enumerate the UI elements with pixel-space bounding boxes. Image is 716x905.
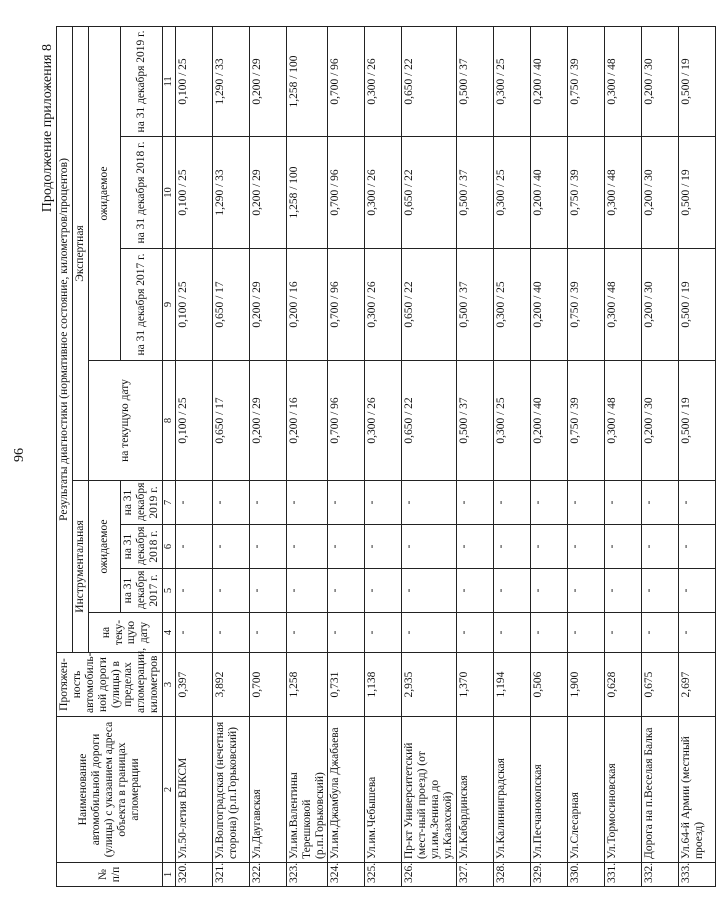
expert-current: 0,650 / 17 [212, 361, 249, 481]
instr-2018: - [175, 525, 212, 569]
expert-2019: 0,200 / 30 [641, 26, 678, 136]
road-name: Дорога на п.Веселая Балка [641, 717, 678, 863]
expert-2019: 0,300 / 26 [365, 26, 402, 136]
instr-current: - [641, 613, 678, 653]
header-name: Наименование автомобильной дороги (улицы) с указанием адреса объекта в границах агломерации [57, 717, 163, 863]
row-number: 322. [249, 863, 286, 887]
row-number: 332. [641, 863, 678, 887]
table-row [641, 26, 678, 886]
row-number: 324. [328, 863, 365, 887]
instr-current: - [175, 613, 212, 653]
expert-2019: 0,700 / 96 [328, 26, 365, 136]
expert-2017: 0,200 / 16 [286, 249, 328, 361]
road-length: 2,935 [402, 653, 457, 717]
expert-current: 0,650 / 22 [402, 361, 457, 481]
instr-2018: - [328, 525, 365, 569]
instr-2017: - [530, 569, 567, 613]
instr-2017: - [641, 569, 678, 613]
expert-2018: 0,200 / 40 [530, 137, 567, 249]
road-length: 1,194 [493, 653, 530, 717]
road-length: 0,628 [604, 653, 641, 717]
expert-2019: 0,200 / 29 [249, 26, 286, 136]
expert-2018: 0,100 / 25 [175, 137, 212, 249]
row-number: 333. [678, 863, 715, 887]
header-expert-current: на текущую дату [88, 361, 162, 481]
expert-2018: 0,750 / 39 [567, 137, 604, 249]
instr-2018: - [604, 525, 641, 569]
table-row [567, 26, 604, 886]
instr-2018: - [530, 525, 567, 569]
row-number: 328. [493, 863, 530, 887]
col-number: 7 [163, 481, 176, 525]
expert-current: 0,100 / 25 [175, 361, 212, 481]
expert-current: 0,700 / 96 [328, 361, 365, 481]
road-length: 0,506 [530, 653, 567, 717]
header-instr-2018: на 31 декабря 2018 г. [121, 525, 163, 569]
header-instr-2017: на 31 декабря 2017 г. [121, 569, 163, 613]
expert-2017: 0,200 / 40 [530, 249, 567, 361]
header-instr-2019: на 31 декабря 2019 г. [121, 481, 163, 525]
expert-2017: 0,200 / 30 [641, 249, 678, 361]
road-length: 0,700 [249, 653, 286, 717]
road-name: Ул.Слесарная [567, 717, 604, 863]
instr-2017: - [456, 569, 493, 613]
expert-current: 0,200 / 29 [249, 361, 286, 481]
expert-2019: 0,100 / 25 [175, 26, 212, 136]
table-row [365, 26, 402, 886]
instr-2019: - [365, 481, 402, 525]
road-name: Ул.Тормосиновская [604, 717, 641, 863]
table-row [530, 26, 567, 886]
road-name: Ул.Калининградская [493, 717, 530, 863]
col-number: 2 [163, 717, 176, 863]
table-row [604, 26, 641, 886]
instr-2017: - [175, 569, 212, 613]
expert-2019: 0,500 / 19 [678, 26, 715, 136]
road-name: Ул.Волгоградская (нечетная сторона) (р.п.Горьковский) [212, 717, 249, 863]
expert-2019: 0,300 / 48 [604, 26, 641, 136]
road-length: 1,900 [567, 653, 604, 717]
table-row [493, 26, 530, 886]
row-number: 326. [402, 863, 457, 887]
expert-2017: 0,650 / 17 [212, 249, 249, 361]
instr-2019: - [175, 481, 212, 525]
col-number: 9 [163, 249, 176, 361]
expert-current: 0,300 / 25 [493, 361, 530, 481]
page-number: 96 [12, 448, 27, 462]
instr-2018: - [456, 525, 493, 569]
expert-2019: 0,200 / 40 [530, 26, 567, 136]
instr-2017: - [249, 569, 286, 613]
header-expert-2018: на 31 декабря 2018 г. [121, 137, 163, 249]
instr-2017: - [493, 569, 530, 613]
expert-2019: 0,750 / 39 [567, 26, 604, 136]
road-length: 2,697 [678, 653, 715, 717]
table-row [678, 26, 715, 886]
instr-current: - [456, 613, 493, 653]
instr-current: - [212, 613, 249, 653]
row-number: 329. [530, 863, 567, 887]
expert-2018: 0,300 / 26 [365, 137, 402, 249]
header-instrumental: Инструментальная [72, 481, 88, 653]
row-number: 323. [286, 863, 328, 887]
expert-2017: 0,100 / 25 [175, 249, 212, 361]
road-length: 1,138 [365, 653, 402, 717]
expert-2018: 0,200 / 29 [249, 137, 286, 249]
col-number: 1 [163, 863, 176, 887]
instr-current: - [530, 613, 567, 653]
expert-2018: 0,200 / 30 [641, 137, 678, 249]
expert-2018: 0,650 / 22 [402, 137, 457, 249]
instr-2018: - [212, 525, 249, 569]
instr-2018: - [402, 525, 457, 569]
expert-2018: 0,500 / 37 [456, 137, 493, 249]
expert-2017: 0,300 / 26 [365, 249, 402, 361]
col-number: 8 [163, 361, 176, 481]
expert-2017: 0,750 / 39 [567, 249, 604, 361]
instr-2018: - [365, 525, 402, 569]
instr-2017: - [328, 569, 365, 613]
road-name: Ул.Кабардинская [456, 717, 493, 863]
road-name: Пр-кт Университетский (мест-ный проезд) (от ул.им.Зенина до ул.Казахской) [402, 717, 457, 863]
instr-current: - [604, 613, 641, 653]
instr-2017: - [286, 569, 328, 613]
expert-2017: 0,500 / 19 [678, 249, 715, 361]
instr-2017: - [212, 569, 249, 613]
col-number: 11 [163, 26, 176, 136]
table-row [402, 26, 457, 886]
table-row [286, 26, 328, 886]
road-name: Ул.64-й Армии (местный проезд) [678, 717, 715, 863]
instr-2018: - [493, 525, 530, 569]
instr-current: - [678, 613, 715, 653]
instr-2018: - [249, 525, 286, 569]
instr-current: - [567, 613, 604, 653]
expert-2018: 0,300 / 48 [604, 137, 641, 249]
expert-2017: 0,200 / 29 [249, 249, 286, 361]
col-number: 5 [163, 569, 176, 613]
expert-2017: 0,300 / 25 [493, 249, 530, 361]
instr-2017: - [604, 569, 641, 613]
table-body [175, 26, 715, 886]
header-instr-expected: ожидаемое [88, 481, 121, 613]
row-number: 320. [175, 863, 212, 887]
instr-2019: - [641, 481, 678, 525]
expert-current: 0,200 / 30 [641, 361, 678, 481]
row-number: 331. [604, 863, 641, 887]
table-row [328, 26, 365, 886]
road-name: Ул.им.Джамбула Джабаева [328, 717, 365, 863]
expert-2017: 0,500 / 37 [456, 249, 493, 361]
instr-2017: - [365, 569, 402, 613]
header-expert-2019: на 31 декабря 2019 г. [121, 26, 163, 136]
instr-2019: - [567, 481, 604, 525]
expert-2018: 0,700 / 96 [328, 137, 365, 249]
header-expert: Экспертная [72, 26, 88, 480]
header-length: Протяжен-ность автомобиль-ной дороги (улицы) в пределах агломерации, километров [57, 653, 163, 717]
table-row [456, 26, 493, 886]
instr-current: - [286, 613, 328, 653]
instr-2017: - [402, 569, 457, 613]
road-name: Ул.Даугавская [249, 717, 286, 863]
instr-2018: - [286, 525, 328, 569]
header-expert-expected: ожидаемое [88, 26, 121, 360]
expert-current: 0,750 / 39 [567, 361, 604, 481]
road-length: 3,892 [212, 653, 249, 717]
road-name: Ул.Песчанокопская [530, 717, 567, 863]
road-length: 0,675 [641, 653, 678, 717]
instr-2019: - [530, 481, 567, 525]
instr-2019: - [493, 481, 530, 525]
expert-current: 0,300 / 48 [604, 361, 641, 481]
expert-current: 0,200 / 40 [530, 361, 567, 481]
road-length: 1,370 [456, 653, 493, 717]
expert-2017: 0,300 / 48 [604, 249, 641, 361]
road-length: 0,731 [328, 653, 365, 717]
expert-2018: 1,290 / 33 [212, 137, 249, 249]
expert-2017: 0,700 / 96 [328, 249, 365, 361]
instr-current: - [249, 613, 286, 653]
instr-2019: - [456, 481, 493, 525]
expert-current: 0,500 / 37 [456, 361, 493, 481]
expert-2019: 0,500 / 37 [456, 26, 493, 136]
expert-current: 0,500 / 19 [678, 361, 715, 481]
instr-2017: - [678, 569, 715, 613]
instr-2018: - [678, 525, 715, 569]
instr-2019: - [328, 481, 365, 525]
instr-2019: - [249, 481, 286, 525]
table-row [212, 26, 249, 886]
instr-2019: - [604, 481, 641, 525]
instr-2019: - [286, 481, 328, 525]
instr-2019: - [402, 481, 457, 525]
expert-current: 0,200 / 16 [286, 361, 328, 481]
instr-2017: - [567, 569, 604, 613]
expert-2018: 0,300 / 25 [493, 137, 530, 249]
row-number: 330. [567, 863, 604, 887]
road-name: Ул.50-летия ВЛКСМ [175, 717, 212, 863]
expert-current: 0,300 / 26 [365, 361, 402, 481]
instr-2018: - [567, 525, 604, 569]
col-number: 6 [163, 525, 176, 569]
road-length: 0,397 [175, 653, 212, 717]
table-row [249, 26, 286, 886]
header-expert-2017: на 31 декабря 2017 г. [121, 249, 163, 361]
road-name: Ул.им.Чебышева [365, 717, 402, 863]
row-number: 327. [456, 863, 493, 887]
table-row [175, 26, 212, 886]
expert-2018: 1,258 / 100 [286, 137, 328, 249]
instr-current: - [328, 613, 365, 653]
expert-2019: 0,300 / 25 [493, 26, 530, 136]
header-results: Результаты диагностики (нормативное состояние, километров/процентов) [57, 26, 73, 652]
expert-2017: 0,650 / 22 [402, 249, 457, 361]
col-number: 3 [163, 653, 176, 717]
instr-current: - [365, 613, 402, 653]
instr-current: - [402, 613, 457, 653]
expert-2019: 1,290 / 33 [212, 26, 249, 136]
col-number: 4 [163, 613, 176, 653]
road-name: Ул.им.Валентины Терешковой (р.п.Горьковский) [286, 717, 328, 863]
expert-2019: 0,650 / 22 [402, 26, 457, 136]
road-length: 1,258 [286, 653, 328, 717]
header-instr-current: на теку-щую дату [88, 613, 162, 653]
row-number: 321. [212, 863, 249, 887]
expert-2019: 1,258 / 100 [286, 26, 328, 136]
diagnostics-table [56, 26, 716, 887]
instr-2019: - [212, 481, 249, 525]
expert-2018: 0,500 / 19 [678, 137, 715, 249]
instr-2018: - [641, 525, 678, 569]
instr-current: - [493, 613, 530, 653]
col-number: 10 [163, 137, 176, 249]
continuation-title: Продолжение приложения 8 [40, 44, 55, 213]
row-number: 325. [365, 863, 402, 887]
header-num: № п/п [57, 863, 163, 887]
instr-2019: - [678, 481, 715, 525]
